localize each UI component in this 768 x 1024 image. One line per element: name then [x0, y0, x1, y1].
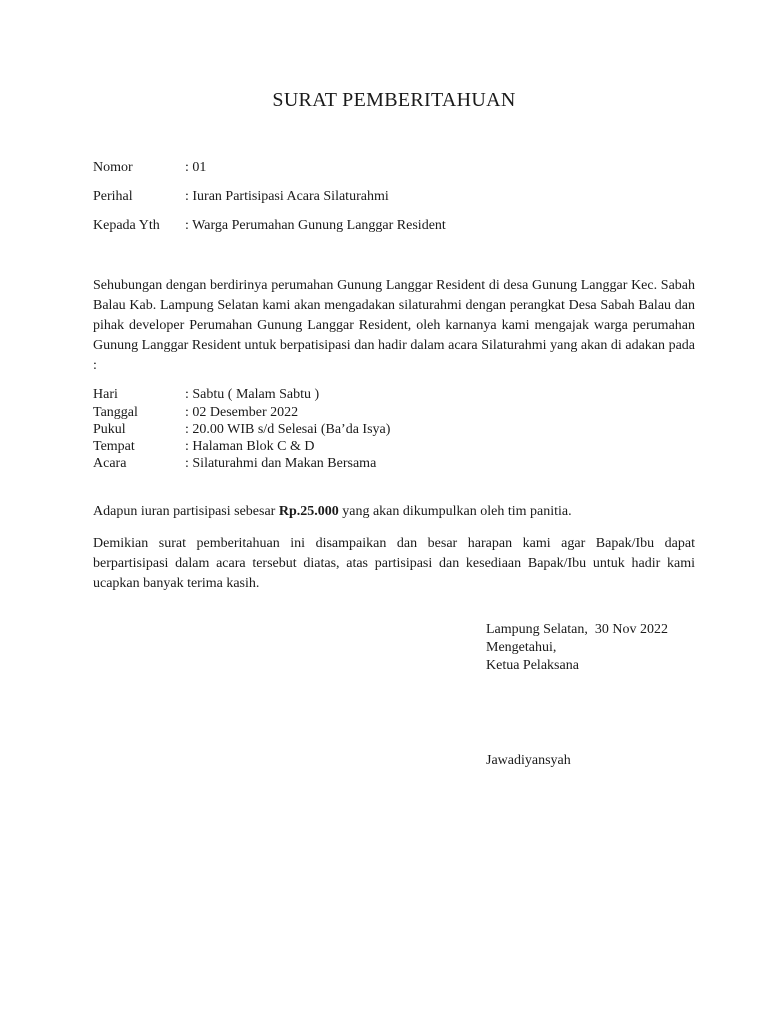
meta-label: Perihal — [93, 189, 133, 204]
intro-text: Sehubungan dengan berdirinya perumahan Gunung Langgar Resident di desa Gunung Langgar Kec. Sabah Balau Kab. Lampung Selatan kami akan mengadakan silaturahmi dengan perangkat Desa Sabah Balau dan pihak developer Perumahan Gunung Langgar Resident, oleh karnanya kami mengajak warga perumahan Gunung Langgar Resident untuk berpatisipasi dan hadir dalam acara Silaturahmi yang akan di adakan pada : — [93, 278, 695, 373]
detail-label: Tempat — [93, 439, 135, 454]
detail-value: : 02 Desember 2022 — [185, 405, 299, 420]
detail-label: Hari — [93, 387, 118, 402]
detail-value: : Sabtu ( Malam Sabtu ) — [185, 387, 320, 402]
fee-after: yang akan dikumpulkan oleh tim panitia. — [338, 504, 572, 519]
signature-acknowledged: Mengetahui, — [486, 640, 557, 655]
detail-label: Tanggal — [93, 405, 138, 420]
signature-block — [486, 621, 668, 675]
letter-title: SURAT PEMBERITAHUAN — [272, 89, 516, 111]
signature-name-block — [486, 752, 571, 770]
fee-before: Adapun iuran partisipasi sebesar — [93, 504, 279, 519]
meta-value: : Warga Perumahan Gunung Langgar Resident — [185, 218, 446, 233]
signature-place-date: Lampung Selatan, 30 Nov 2022 — [486, 622, 668, 637]
meta-value: : Iuran Partisipasi Acara Silaturahmi — [185, 189, 389, 204]
detail-label: Acara — [93, 456, 127, 471]
detail-value: : 20.00 WIB s/d Selesai (Ba’da Isya) — [185, 422, 391, 437]
detail-label: Pukul — [93, 422, 126, 437]
detail-value: : Silaturahmi dan Makan Bersama — [185, 456, 377, 471]
signature-position: Ketua Pelaksana — [486, 658, 579, 673]
meta-label: Kepada Yth — [93, 218, 160, 233]
detail-value: : Halaman Blok C & D — [185, 439, 315, 454]
closing-text: Demikian surat pemberitahuan ini disampaikan dan besar harapan kami agar Bapak/Ibu dapat berpartisipasi dalam acara tersebut diatas, atas partisipasi dan kesediaan Bapak/Ibu untuk hadir kami ucapkan banyak terima kasih. — [93, 536, 695, 591]
meta-value: : 01 — [185, 160, 207, 175]
closing-paragraph — [93, 534, 695, 594]
intro-paragraph — [93, 276, 695, 376]
fee-amount: Rp.25.000 — [278, 504, 339, 519]
signature-name: Jawadiyansyah — [486, 753, 571, 768]
fee-text — [93, 502, 695, 522]
fee-paragraph — [93, 502, 695, 522]
meta-label: Nomor — [93, 160, 133, 175]
